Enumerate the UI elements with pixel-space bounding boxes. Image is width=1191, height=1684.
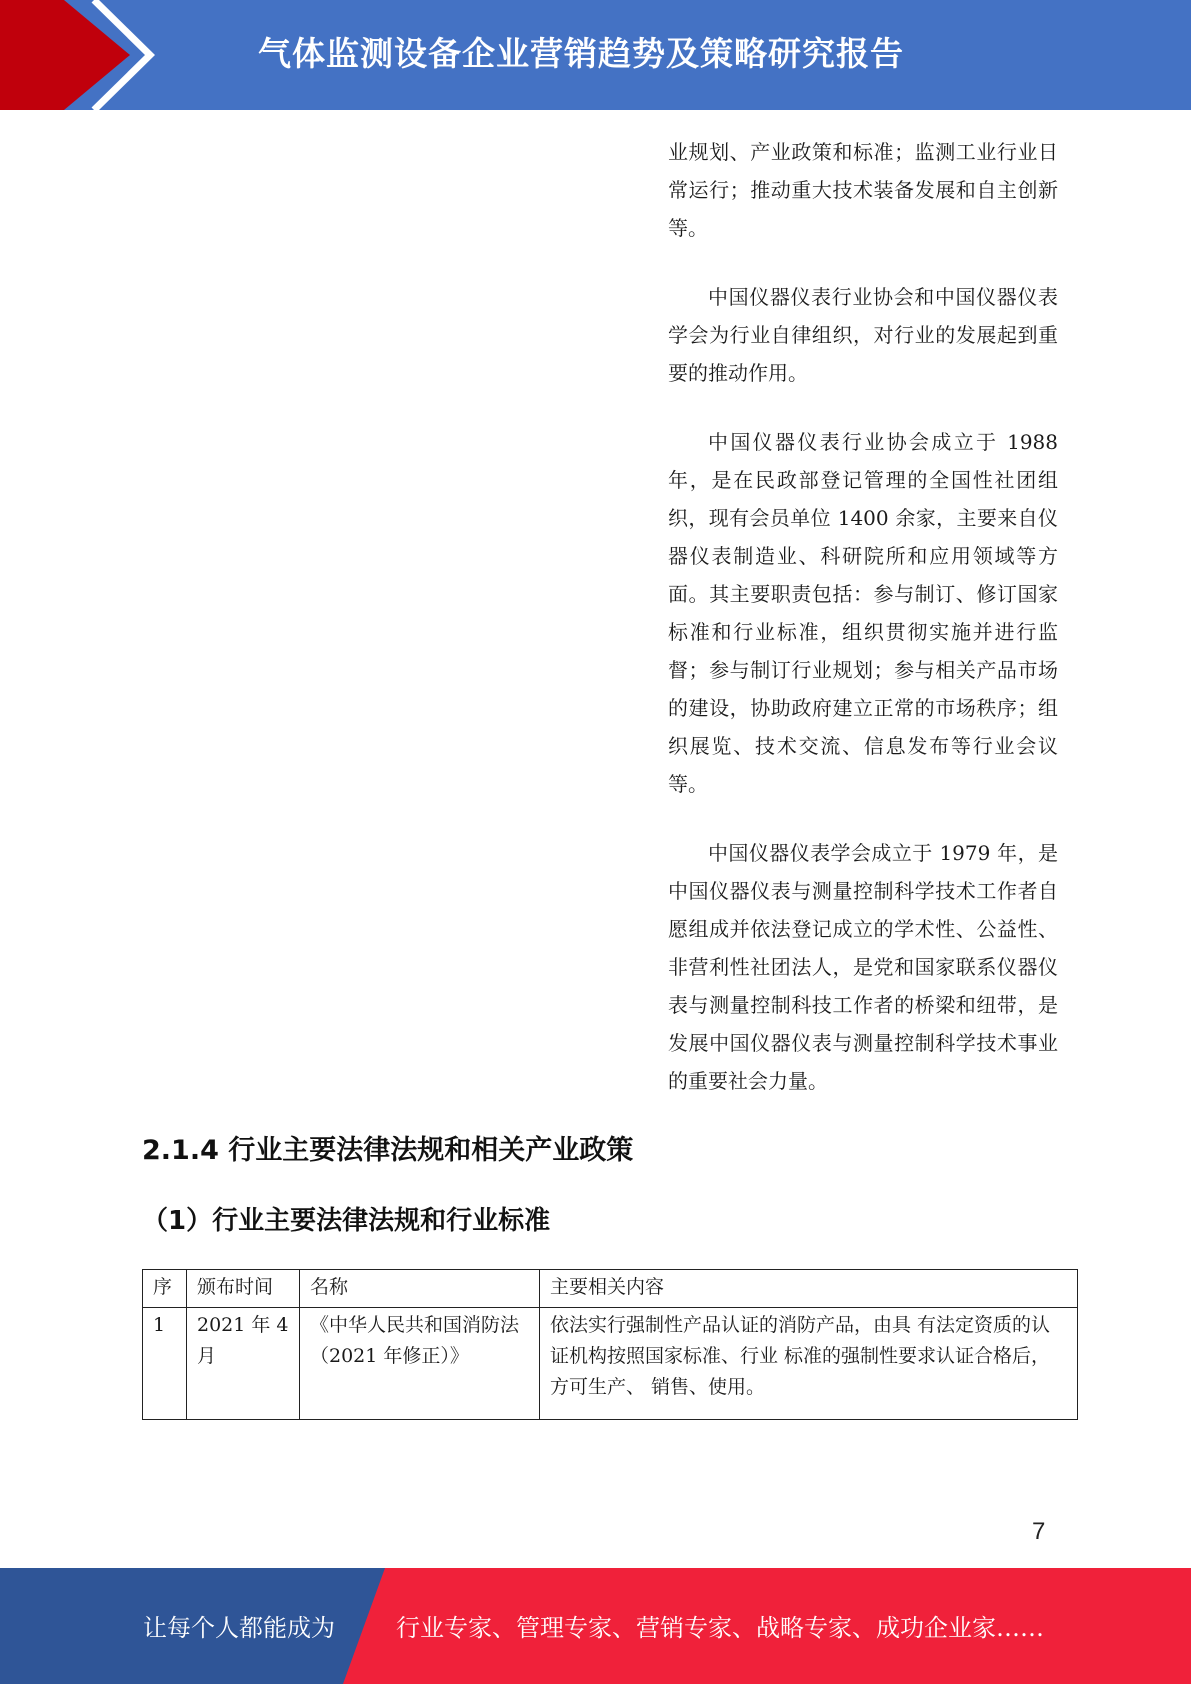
paragraph-instrument-association: 中国仪器仪表行业协会成立于 1988 年，是在民政部登记管理的全国性社团组织，现有会员单位 1400 余家，主要来自仪器仪表制造业、科研院所和应用领域等方面。其主要职责包括：参与制订、修订国家标准和行业标准，组织贯彻实施并进行监督；参与制订行业规划；参与相关产品市场的建设，协助政府建立正常的市场秩序；组织展览、技术交流、信息发布等行业会议等。 (668, 430, 1058, 796)
body-text-column (668, 133, 1058, 1131)
column-header-date: 颁布时间 (187, 1270, 300, 1308)
cell-name: 《中华人民共和国消防法 （2021 年修正）》 (300, 1308, 540, 1420)
page-footer (0, 1568, 1191, 1684)
footer-slogan-right: 行业专家、管理专家、营销专家、战略专家、成功企业家…… (396, 1614, 1044, 1642)
paragraph-industry-self-regulation: 中国仪器仪表行业协会和中国仪器仪表学会为行业自律组织，对行业的发展起到重要的推动作用。 (668, 285, 1058, 385)
subsection-heading: （1）行业主要法律法规和行业标准 (142, 1206, 551, 1236)
section-heading: 2.1.4 行业主要法律法规和相关产业政策 (142, 1135, 634, 1166)
table-row (143, 1308, 1078, 1420)
column-header-content: 主要相关内容 (540, 1270, 1078, 1308)
column-header-no: 序 (143, 1270, 187, 1308)
column-header-name: 名称 (300, 1270, 540, 1308)
table-header-row (143, 1270, 1078, 1308)
cell-date: 2021 年 4 月 (187, 1308, 300, 1420)
page-header (0, 0, 1191, 110)
paragraph-instrument-society: 中国仪器仪表学会成立于 1979 年，是中国仪器仪表与测量控制科学技术工作者自愿组成并依法登记成立的学术性、公益性、非营利性社团法人，是党和国家联系仪器仪表与测量控制科技工作者的桥梁和纽带，是发展中国仪器仪表与测量控制科学技术事业的重要社会力量。 (668, 841, 1058, 1093)
page-number: 7 (1032, 1518, 1046, 1545)
report-title: 气体监测设备企业营销趋势及策略研究报告 (258, 34, 904, 73)
laws-regulations-table (142, 1269, 1078, 1420)
footer-slogan-left: 让每个人都能成为 (143, 1614, 335, 1642)
cell-content: 依法实行强制性产品认证的消防产品，由具 有法定资质的认证机构按照国家标准、行业 标准的强制性要求认证合格后，方可生产、 销售、使用。 (540, 1308, 1078, 1420)
cell-no: 1 (143, 1308, 187, 1420)
header-chevron-decoration (0, 0, 160, 110)
paragraph-continued: 业规划、产业政策和标准；监测工业行业日常运行；推动重大技术装备发展和自主创新等。 (668, 140, 1058, 240)
